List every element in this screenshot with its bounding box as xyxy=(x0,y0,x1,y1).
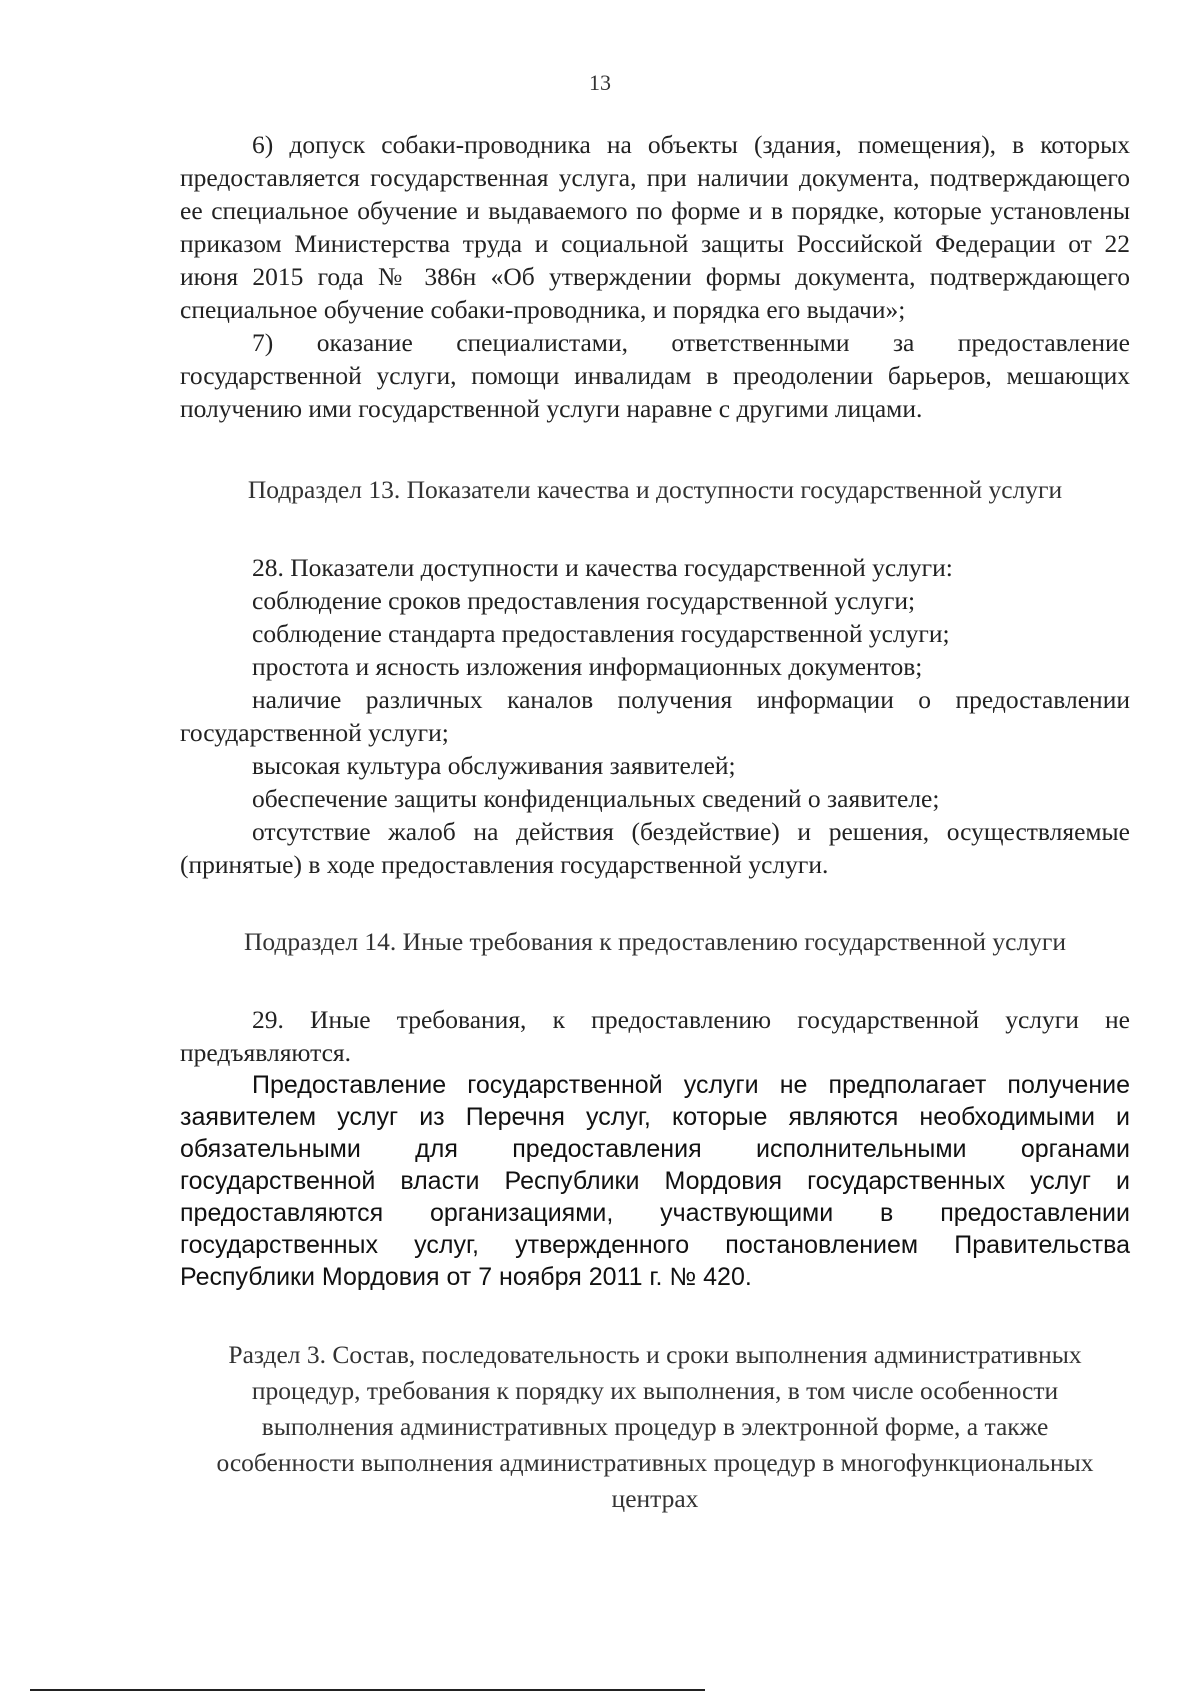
footer-rule xyxy=(30,1689,705,1691)
paragraph-29: 29. Иные требования, к предоставлению государственной услуги не предъявляются. xyxy=(180,1005,1130,1067)
subsection-14-heading: Подраздел 14. Иные требования к предоставлению государственной услуги xyxy=(243,927,1067,956)
paragraph-item-6: 6) допуск собаки-проводника на объекты (здания, помещения), в которых предоставляется государственная услуга, при наличии документа, подтверждающего ее специальное обучение и выдаваемого по форме и в порядке, которые установлены приказом Министерства труда и социальной защиты Российской Федерации от 22 июня 2015 года № 386н «Об утверждении формы документа, подтверждающего специальное обучение собаки-проводника, и порядка его выдачи»; xyxy=(180,130,1130,324)
paragraph-item-7: 7) оказание специалистами, ответственными за предоставление государственной услуги, помощи инвалидам в преодолении барьеров, мешающих получению ими государственной услуги наравне с другими лицами. xyxy=(180,328,1130,423)
paragraph-services-list: Предоставление государственной услуги не предполагает получение заявителем услуг из Перечня услуг, которые являются необходимыми и обязательными для предоставления исполнительными органами государственной власти Республики Мордовия государственных услуг и предоставляются организациями, участвующими в предоставлении государственных услуг, утвержденного постановлением Правительства Республики Мордовия от 7 ноября 2011 г. № 420. xyxy=(180,1071,1130,1291)
list-28-item: соблюдение сроков предоставления государственной услуги; xyxy=(252,586,916,615)
list-28-intro: 28. Показатели доступности и качества государственной услуги: xyxy=(252,553,953,582)
page-number: 13 xyxy=(589,70,611,95)
document-body xyxy=(180,128,1130,1517)
list-28-item: наличие различных каналов получения информации о предоставлении государственной услуги; xyxy=(180,685,1130,747)
list-28-item: обеспечение защиты конфиденциальных сведений о заявителе; xyxy=(252,784,940,813)
list-28-item: простота и ясность изложения информационных документов; xyxy=(252,652,923,681)
section-3-heading: Раздел 3. Состав, последовательность и сроки выполнения административных процедур, требования к порядку их выполнения, в том числе особенности выполнения административных процедур в электронной форме, а также особенности выполнения административных процедур в многофункциональных центрах xyxy=(216,1340,1094,1513)
list-28-item: соблюдение стандарта предоставления государственной услуги; xyxy=(252,619,950,648)
list-28-item: высокая культура обслуживания заявителей; xyxy=(252,751,736,780)
subsection-13-heading: Подраздел 13. Показатели качества и доступности государственной услуги xyxy=(247,475,1063,504)
list-28-item: отсутствие жалоб на действия (бездействие) и решения, осуществляемые (принятые) в ходе предоставления государственной услуги. xyxy=(180,817,1130,879)
